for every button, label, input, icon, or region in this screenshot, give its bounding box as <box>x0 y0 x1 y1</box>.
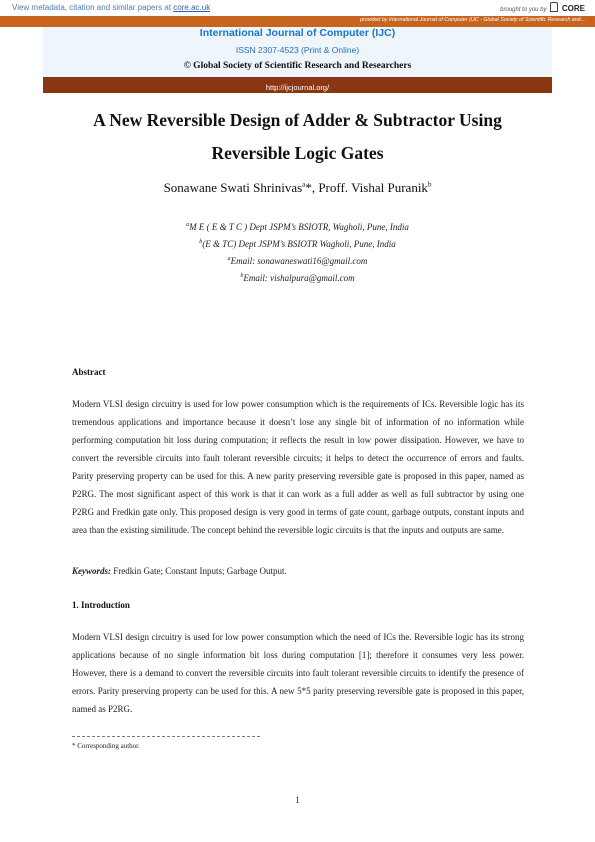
journal-url-bar <box>43 77 552 93</box>
introduction-text: Modern VLSI design circuitry is used for low power consumption which the need of ICs the. Reversible logic has its strong applications because of no single information bit loss during computation [1]; therefore it consumes very less power. However, there is a demand to convert the reversible circuits into fault tolerant reversible circuits to identify the presence of errors. Parity preserving property can be used for this. A new 5*5 parity preserving reversible gate is proposed in this paper, named as P2RG. <box>72 632 524 714</box>
email-1-text[interactable]: Email: sonawaneswati16@gmail.com <box>230 256 368 266</box>
core-brought-by <box>500 2 585 13</box>
author-2-affil-mark: b <box>427 180 432 189</box>
author-line <box>40 180 555 196</box>
provided-by-text[interactable]: provided by International Journal of Computer (IJC - Global Society of Scientific Research and... <box>360 17 585 23</box>
introduction-heading: 1. Introduction <box>72 600 130 610</box>
core-brought-by-label: brought to you by <box>500 7 547 13</box>
email-2-mark: b <box>240 273 244 279</box>
footnote-corresponding-author: * Corresponding author. <box>72 742 140 750</box>
core-top-bar <box>0 0 595 16</box>
paper-title-line-1: A New Reversible Design of Adder & Subtractor Using <box>93 110 502 130</box>
core-metadata-text <box>12 3 210 12</box>
abstract-text: Modern VLSI design circuitry is used for low power consumption which is the requirements of ICs. Reversible logic has its tremendous applications and importance because it doesn’t lose any single bit of information of no information while performing computation bit loss during computation; it reflects the result in low power dissipation. However, we have to convert the reversible circuits into fault tolerant reversible circuits; it helps to detect the occurrence of errors and faults. Parity preserving property can be used for this. A new parity preserving reversible gate is proposed in this paper, named as P2RG. The most significant aspect of this work is that it can work as a full adder as well as full subtractor by using one P2RG and Fredkin gate only. This proposed design is very good in terms of gate count, garbage outputs, constant inputs and area than the existing similitude. The concept behind the reversible logic circuits is that the inputs and outputs are same. <box>72 399 524 535</box>
paper-title-line-2: Reversible Logic Gates <box>211 143 384 163</box>
author-1-name: Sonawane Swati Shrinivas <box>163 180 303 195</box>
core-metadata-label: View metadata, citation and similar papers at <box>12 3 172 12</box>
provided-by-bar <box>0 16 595 27</box>
journal-issn: ISSN 2307-4523 (Print & Online) <box>235 45 360 55</box>
author-separator: , <box>311 180 319 195</box>
journal-url[interactable]: http://ijcjournal.org/ <box>265 83 330 92</box>
core-logo-icon <box>550 2 558 12</box>
email-2-text[interactable]: Email: vishalpura@gmail.com <box>243 273 355 283</box>
footnote-divider <box>72 736 260 737</box>
affiliation-1 <box>40 222 555 232</box>
page-number: 1 <box>295 795 300 805</box>
paper-title <box>40 104 555 170</box>
affiliation-2-mark: b <box>199 239 203 245</box>
affiliation-2-text: (E & TC) Dept JSPM’s BSIOTR Wagholi, Pune, India <box>202 239 396 249</box>
email-2 <box>40 273 555 283</box>
author-1-affil-mark: a <box>302 180 306 189</box>
journal-society: © Global Society of Scientific Research and Researchers <box>183 61 412 71</box>
email-1-mark: a <box>227 256 231 262</box>
core-link[interactable]: core.ac.uk <box>173 3 211 12</box>
affiliation-2 <box>40 239 555 249</box>
corresponding-mark: * <box>305 180 312 195</box>
abstract-heading: Abstract <box>72 367 106 377</box>
journal-header <box>43 27 552 77</box>
core-logo[interactable]: CORE <box>561 4 585 13</box>
email-1 <box>40 256 555 266</box>
journal-title: International Journal of Computer (IJC) <box>199 27 396 39</box>
author-2-name: Proff. Vishal Puranik <box>318 180 428 195</box>
keywords-label: Keywords: <box>72 566 111 576</box>
keywords-text: Fredkin Gate; Constant Inputs; Garbage Output. <box>111 566 287 576</box>
keywords <box>72 566 287 576</box>
affiliation-1-text: M E ( E & T C ) Dept JSPM’s BSIOTR, Wagholi, Pune, India <box>189 222 409 232</box>
affiliation-1-mark: a <box>186 222 190 228</box>
